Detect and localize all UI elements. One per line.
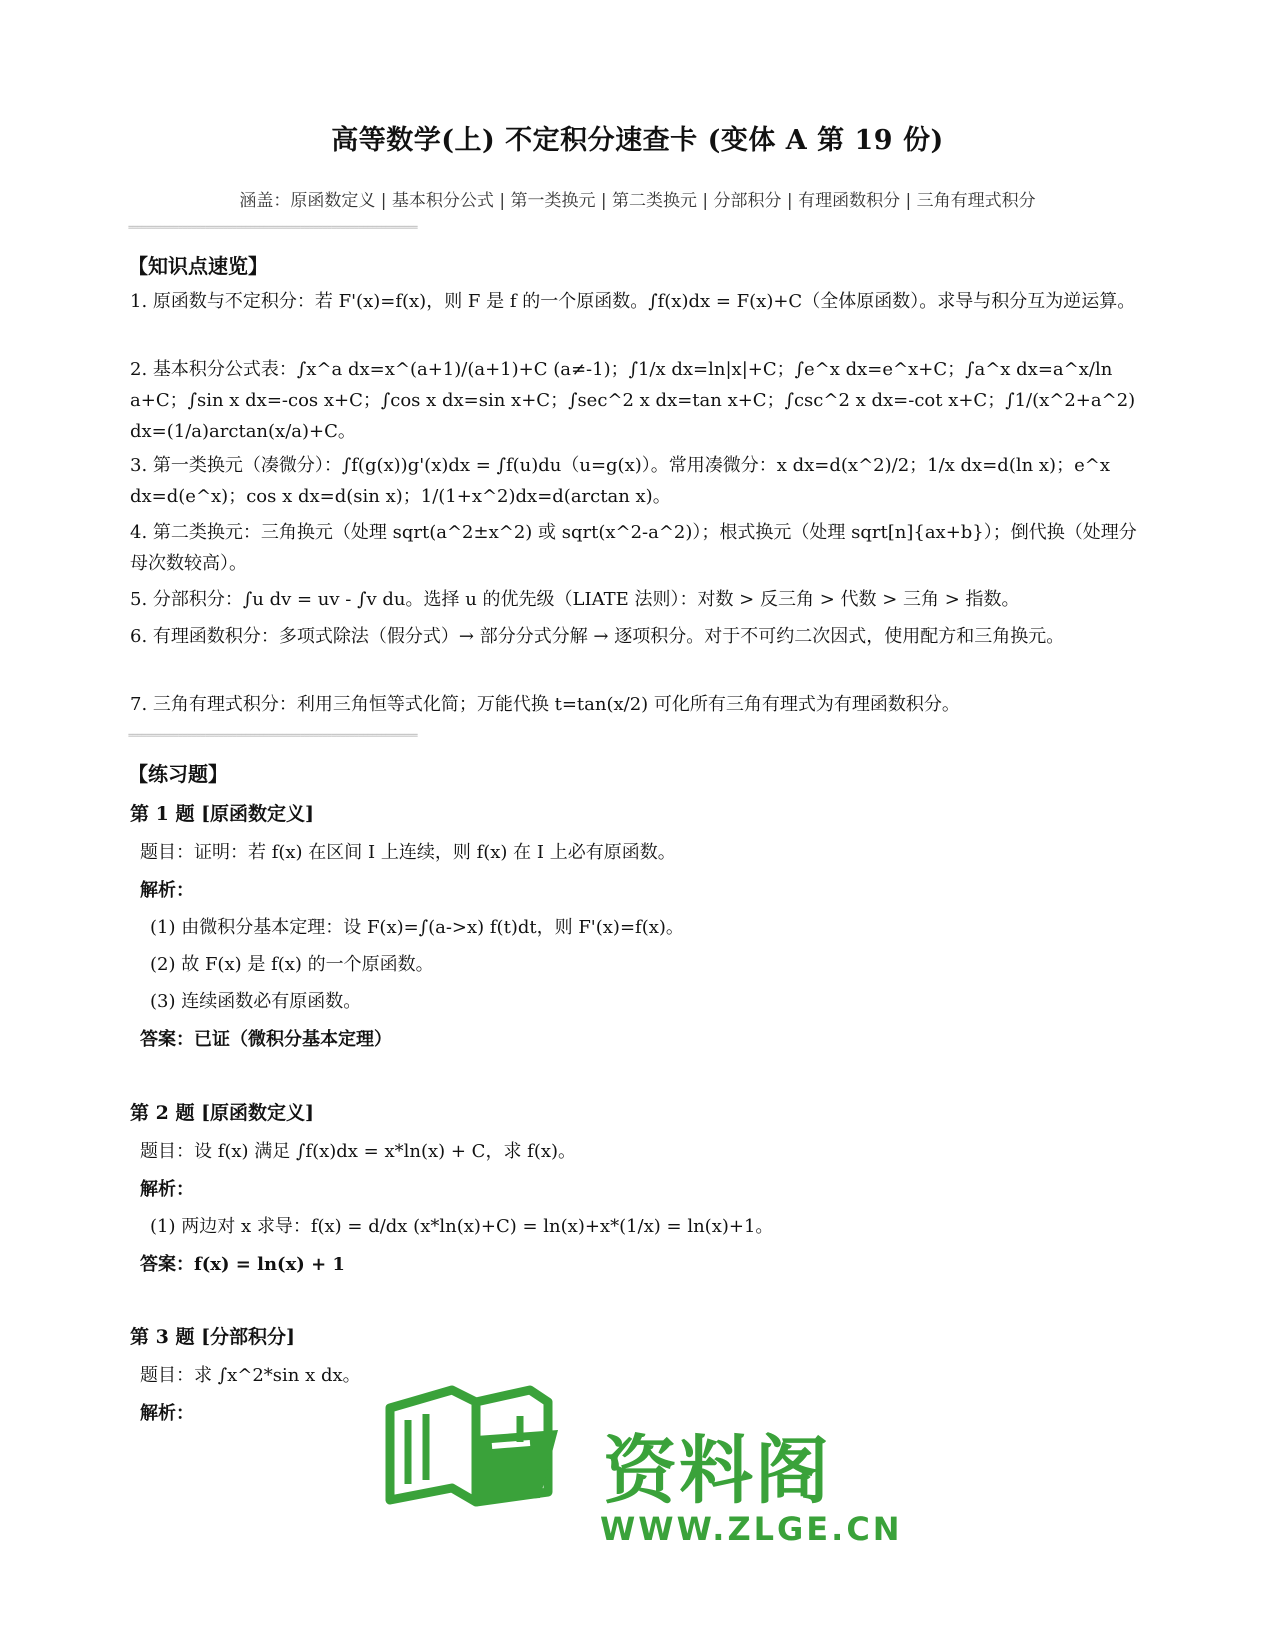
question-2-title: 第 2 题 [原函数定义] (130, 1102, 315, 1124)
divider: ================================================================ (128, 731, 418, 741)
question-1-title: 第 1 题 [原函数定义] (130, 803, 315, 825)
knowledge-item-3: 3. 第一类换元（凑微分）：∫f(g(x))g'(x)dx = ∫f(u)du（u=g(x)）。常用凑微分：x dx=d(x^2)/2；1/x dx=d(ln x)；e^x dx=d(e^x)；cos x dx=d(sin x)；1/(1+x^2)dx=d(arctan x)。 (130, 455, 1110, 507)
question-1-body: 题目：证明：若 f(x) 在区间 I 上连续，则 f(x) 在 I 上必有原函数。 (140, 842, 676, 863)
question-2-body: 题目：设 f(x) 满足 ∫f(x)dx = x*ln(x) + C，求 f(x)。 (140, 1141, 577, 1162)
knowledge-item-7: 7. 三角有理式积分：利用三角恒等式化简；万能代换 t=tan(x/2) 可化所有三角有理式为有理函数积分。 (130, 694, 960, 715)
question-2-analysis-label: 解析： (140, 1179, 194, 1200)
question-3-body: 题目：求 ∫x^2*sin x dx。 (140, 1365, 361, 1386)
question-3-title: 第 3 题 [分部积分] (130, 1326, 296, 1348)
knowledge-item-1: 1. 原函数与不定积分：若 F'(x)=f(x)，则 F 是 f 的一个原函数。∫f(x)dx = F(x)+C（全体原函数）。求导与积分互为逆运算。 (130, 291, 1136, 312)
question-3-analysis-label: 解析： (140, 1403, 194, 1424)
question-2-answer-label: 答案： (140, 1254, 194, 1275)
question-2-answer (140, 1250, 345, 1276)
knowledge-item-2: 2. 基本积分公式表：∫x^a dx=x^(a+1)/(a+1)+C (a≠-1)；∫1/x dx=ln|x|+C；∫e^x dx=e^x+C；∫a^x dx=a^x/ln a+C；∫sin x dx=-cos x+C；∫cos x dx=sin x+C；∫sec^2 x dx=tan x+C；∫csc^2 x dx=-cot x+C；∫1/(x^2+a^2) dx=(1/a)arctan(x/a)+C。 (130, 359, 1136, 442)
watermark (400, 1410, 903, 1580)
question-1-analysis-label: 解析： (140, 880, 194, 901)
knowledge-heading: 【知识点速览】 (128, 254, 268, 278)
question-1-step-2: (2) 故 F(x) 是 f(x) 的一个原函数。 (150, 954, 434, 975)
question-2-answer-value: f(x) = ln(x) + 1 (194, 1254, 345, 1275)
knowledge-item-5: 5. 分部积分：∫u dv = uv - ∫v du。选择 u 的优先级（LIATE 法则）：对数 > 反三角 > 代数 > 三角 > 指数。 (130, 589, 1020, 610)
practice-heading: 【练习题】 (128, 762, 228, 786)
open-book-folder-icon (380, 1380, 570, 1510)
question-1-step-3: (3) 连续函数必有原函数。 (150, 991, 362, 1012)
page-title: 高等数学(上) 不定积分速查卡 (变体 A 第 19 份) (331, 125, 944, 156)
question-1-step-1: (1) 由微积分基本定理：设 F(x)=∫(a->x) f(t)dt，则 F'(x)=f(x)。 (150, 917, 684, 938)
watermark-brand: 资料阁 (603, 1428, 831, 1514)
question-2-step-1: (1) 两边对 x 求导：f(x) = d/dx (x*ln(x)+C) = ln(x)+x*(1/x) = ln(x)+1。 (150, 1216, 774, 1237)
page-subtitle: 涵盖：原函数定义 | 基本积分公式 | 第一类换元 | 第二类换元 | 分部积分 | 有理函数积分 | 三角有理式积分 (239, 191, 1036, 211)
knowledge-item-4: 4. 第二类换元：三角换元（处理 sqrt(a^2±x^2) 或 sqrt(x^2-a^2)）；根式换元（处理 sqrt[n]{ax+b}）；倒代换（处理分母次数较高）。 (130, 522, 1137, 574)
watermark-url: WWW.ZLGE.CN (600, 1510, 903, 1548)
knowledge-item-6: 6. 有理函数积分：多项式除法（假分式）→ 部分分式分解 → 逐项积分。对于不可约二次因式，使用配方和三角换元。 (130, 626, 1065, 647)
divider: ================================================================ (128, 223, 418, 233)
question-1-answer: 答案：已证（微积分基本定理） (140, 1029, 392, 1050)
